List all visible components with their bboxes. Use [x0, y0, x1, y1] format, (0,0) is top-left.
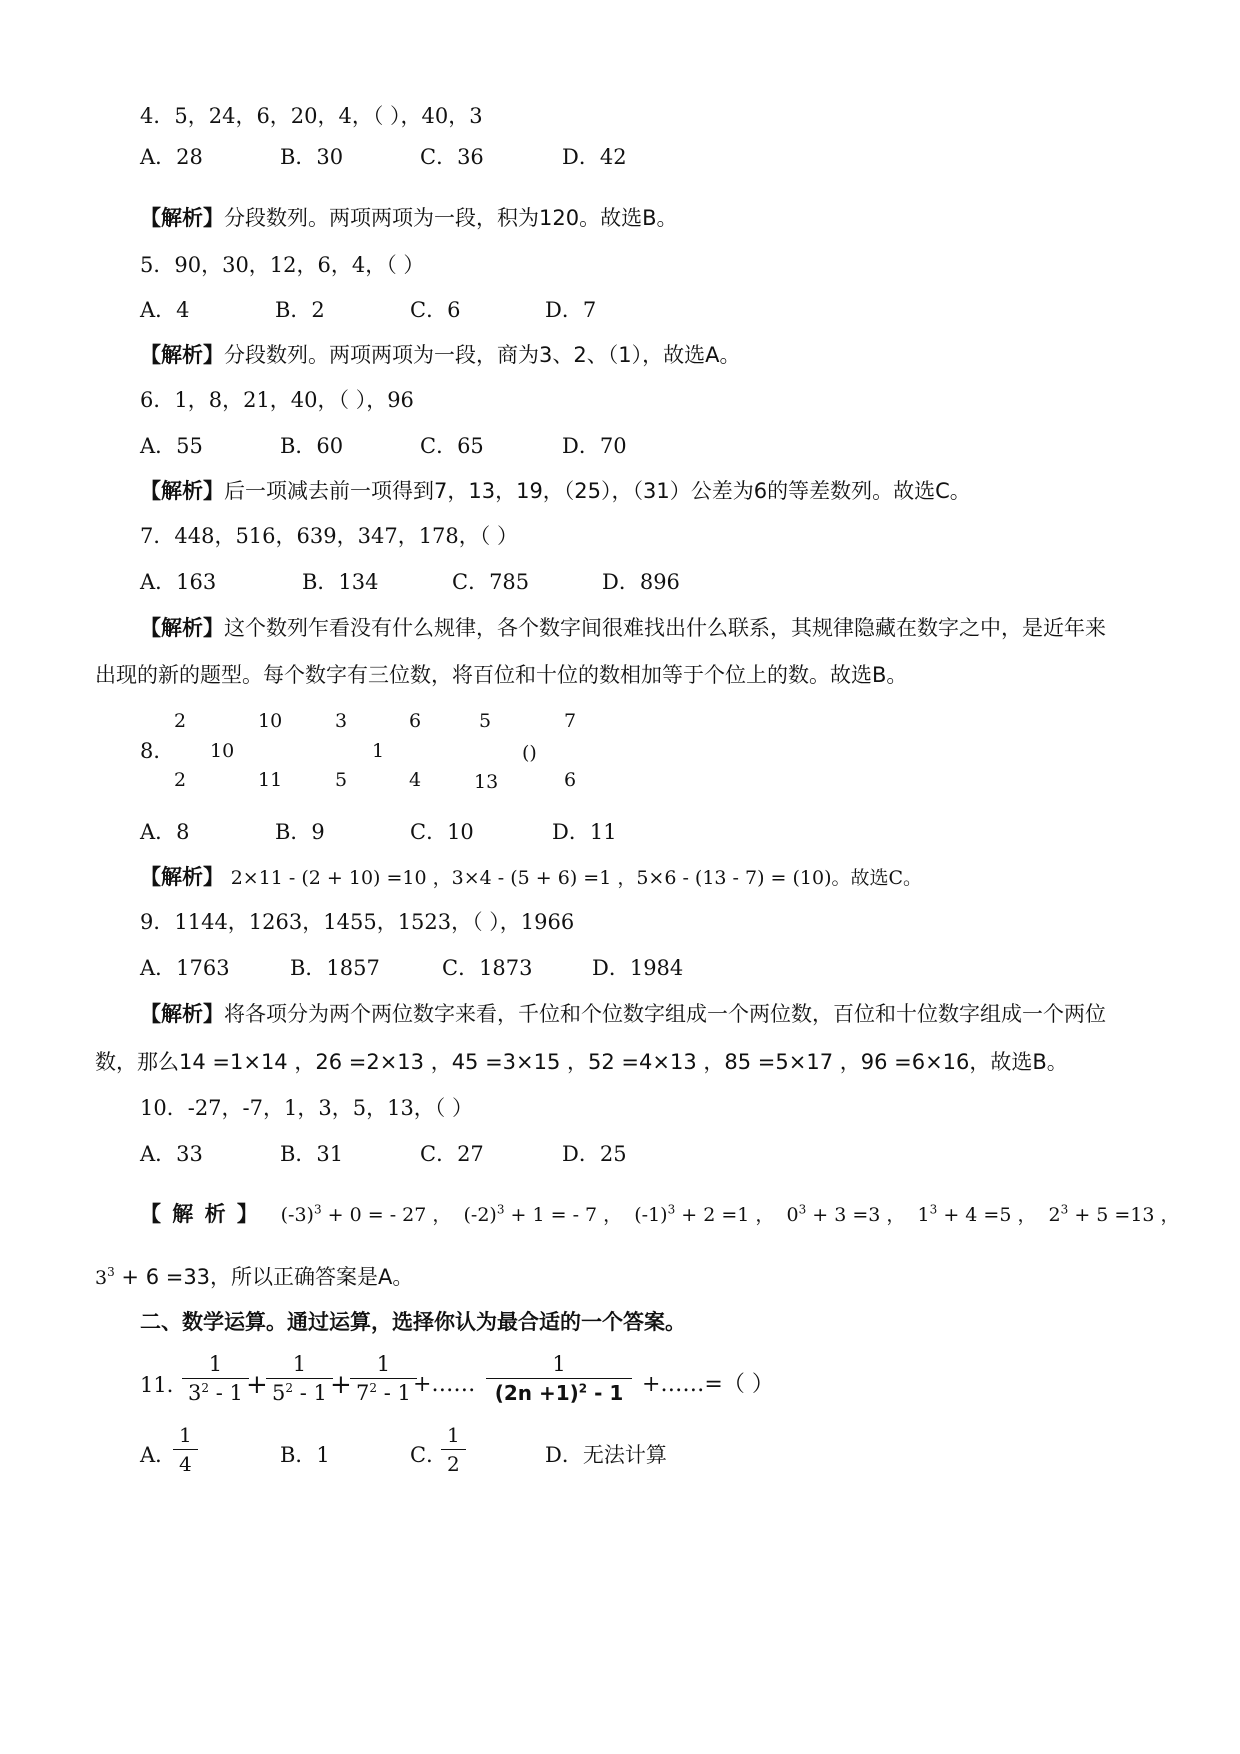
q11-option-c-label: C．: [410, 1443, 448, 1467]
q8-analysis: [140, 863, 922, 892]
q11-option-c-fraction: 1 2: [441, 1423, 466, 1476]
q6-stem: 6．1，8，21，40，（ ），96: [140, 388, 414, 412]
q8-option-c: C．10: [410, 820, 474, 844]
q8-top-4: 6: [409, 710, 422, 732]
q9-stem: 9．1144，1263，1455，1523，（ ），1966: [140, 910, 575, 934]
q11-plus-2: +: [330, 1370, 352, 1400]
q8-top-1: 2: [174, 710, 187, 732]
q11-option-b: B．1: [280, 1443, 330, 1467]
analysis-formula: 2×11 - (2 + 10) =10 ，3×4 - (5 + 6) =1 ，5×6 - (13 - 7) = (10)。故选C。: [230, 867, 923, 889]
q5-option-b: B．2: [275, 298, 325, 322]
q4-option-a: A．28: [140, 145, 203, 169]
analysis-text: 分段数列。两项两项为一段，商为3、2、（1），故选A。: [224, 343, 741, 367]
q8-option-b: B．9: [275, 820, 325, 844]
q10-option-c: C．27: [420, 1142, 484, 1166]
analysis-tag: 【解析】: [140, 479, 224, 503]
analysis-text: 后一项减去前一项得到7，13，19，（25），（31）公差为6的等差数列。故选C。: [224, 479, 971, 503]
q11-fraction-general: 1 $(2n +1)^2 - 1$: [486, 1352, 632, 1405]
q6-option-a: A．55: [140, 434, 203, 458]
q11-fraction-1: 1 $3^2 - 1$: [182, 1352, 249, 1405]
q11-number: 11．: [140, 1373, 188, 1397]
q6-option-b: B．60: [280, 434, 344, 458]
q8-number: 8．: [140, 739, 175, 763]
analysis-tag: 【解析】: [140, 343, 224, 367]
q9-option-d: D．1984: [592, 956, 684, 980]
section2-heading: 二、数学运算。通过运算，选择你认为最合适的一个答案。: [140, 1310, 686, 1334]
q8-bottom-6: 6: [564, 769, 577, 791]
q7-option-b: B．134: [302, 570, 379, 594]
q10-analysis-line1: 【 解 析 】 $(-3)^3 + 0$ = - 27 ， $(-2)^3 + 1$ = - 7 ， $(-1)^3 + 2 =1$ ， $0^3 + 3 =3$ ， $1^3 + 4 =5$ ， $2^3 + 5 =13$ ，: [140, 1202, 1180, 1226]
q6-option-d: D．70: [562, 434, 627, 458]
q4-stem: 4．5，24，6，20，4，（ ），40，3: [140, 104, 483, 128]
analysis-text: 这个数列乍看没有什么规律，各个数字间很难找出什么联系，其规律隐藏在数字之中，是近年来: [224, 616, 1106, 640]
q10-option-b: B．31: [280, 1142, 344, 1166]
q5-option-a: A．4: [140, 298, 190, 322]
q10-option-d: D．25: [562, 1142, 627, 1166]
analysis-tag: 【解析】: [140, 1002, 224, 1026]
q8-option-d: D．11: [552, 820, 617, 844]
q5-stem: 5．90，30，12，6，4，（ ）: [140, 253, 425, 277]
q5-analysis: [140, 341, 740, 369]
q11-option-a-label: A．: [140, 1443, 177, 1467]
q4-analysis: [140, 204, 678, 232]
q8-bottom-3: 5: [335, 769, 348, 791]
q7-option-c: C．785: [452, 570, 530, 594]
q8-bottom-2: 11: [258, 769, 283, 791]
q9-analysis-line1: [140, 1000, 1106, 1028]
q5-option-d: D．7: [545, 298, 597, 322]
q8-option-a: A．8: [140, 820, 190, 844]
q8-bottom-5: 13: [474, 771, 499, 793]
q6-analysis: [140, 477, 971, 505]
analysis-tag: 【 解 析 】: [140, 1202, 260, 1226]
q7-analysis-line1: [140, 614, 1106, 642]
q9-option-a: A．1763: [140, 956, 230, 980]
q8-middle-3: (): [522, 742, 537, 764]
q8-top-6: 7: [564, 710, 577, 732]
q7-stem: 7．448，516，639，347，178，（ ）: [140, 524, 518, 548]
analysis-tag: 【解析】: [140, 865, 224, 889]
q9-option-b: B．1857: [290, 956, 380, 980]
analysis-tag: 【解析】: [140, 616, 224, 640]
q11-fraction-3: 1 $7^2 - 1$: [350, 1352, 417, 1405]
q7-analysis-line2: 出现的新的题型。每个数字有三位数，将百位和十位的数相加等于个位上的数。故选B。: [95, 663, 908, 687]
q4-option-c: C．36: [420, 145, 484, 169]
q8-bottom-1: 2: [174, 769, 187, 791]
q11-tail: +……=（ ）: [642, 1372, 774, 1397]
q8-top-2: 10: [258, 710, 283, 732]
analysis-tag: 【解析】: [140, 206, 224, 230]
q8-middle-2: 1: [372, 740, 385, 762]
q6-option-c: C．65: [420, 434, 484, 458]
q8-top-5: 5: [479, 710, 492, 732]
q11-ellipsis: +……: [413, 1372, 476, 1397]
q5-option-c: C．6: [410, 298, 461, 322]
q11-option-a-fraction: 1 4: [173, 1423, 198, 1476]
q8-bottom-4: 4: [409, 769, 422, 791]
analysis-text: 将各项分为两个两位数字来看，千位和个位数字组成一个两位数，百位和十位数字组成一个两位: [224, 1002, 1106, 1026]
q11-plus-1: +: [246, 1370, 268, 1400]
q11-fraction-2: 1 $5^2 - 1$: [266, 1352, 333, 1405]
q10-option-a: A．33: [140, 1142, 203, 1166]
q4-option-b: B．30: [280, 145, 344, 169]
q10-analysis-line2: $3^3 + 6 =33$，所以正确答案是A。: [95, 1265, 414, 1289]
q8-middle-1: 10: [210, 740, 235, 762]
q11-option-d: D．无法计算: [545, 1443, 667, 1467]
q9-analysis-line2: 数，那么14 =1×14 ，26 =2×13 ，45 =3×15 ，52 =4×13 ，85 =5×17 ，96 =6×16，故选B。: [95, 1050, 1068, 1074]
q4-option-d: D．42: [562, 145, 627, 169]
q9-option-c: C．1873: [442, 956, 533, 980]
q7-option-d: D．896: [602, 570, 680, 594]
q7-option-a: A．163: [140, 570, 217, 594]
q10-stem: 10．-27，-7，1，3，5，13，（ ）: [140, 1096, 473, 1120]
analysis-text: 分段数列。两项两项为一段，积为120。故选B。: [224, 206, 678, 230]
q8-top-3: 3: [335, 710, 348, 732]
